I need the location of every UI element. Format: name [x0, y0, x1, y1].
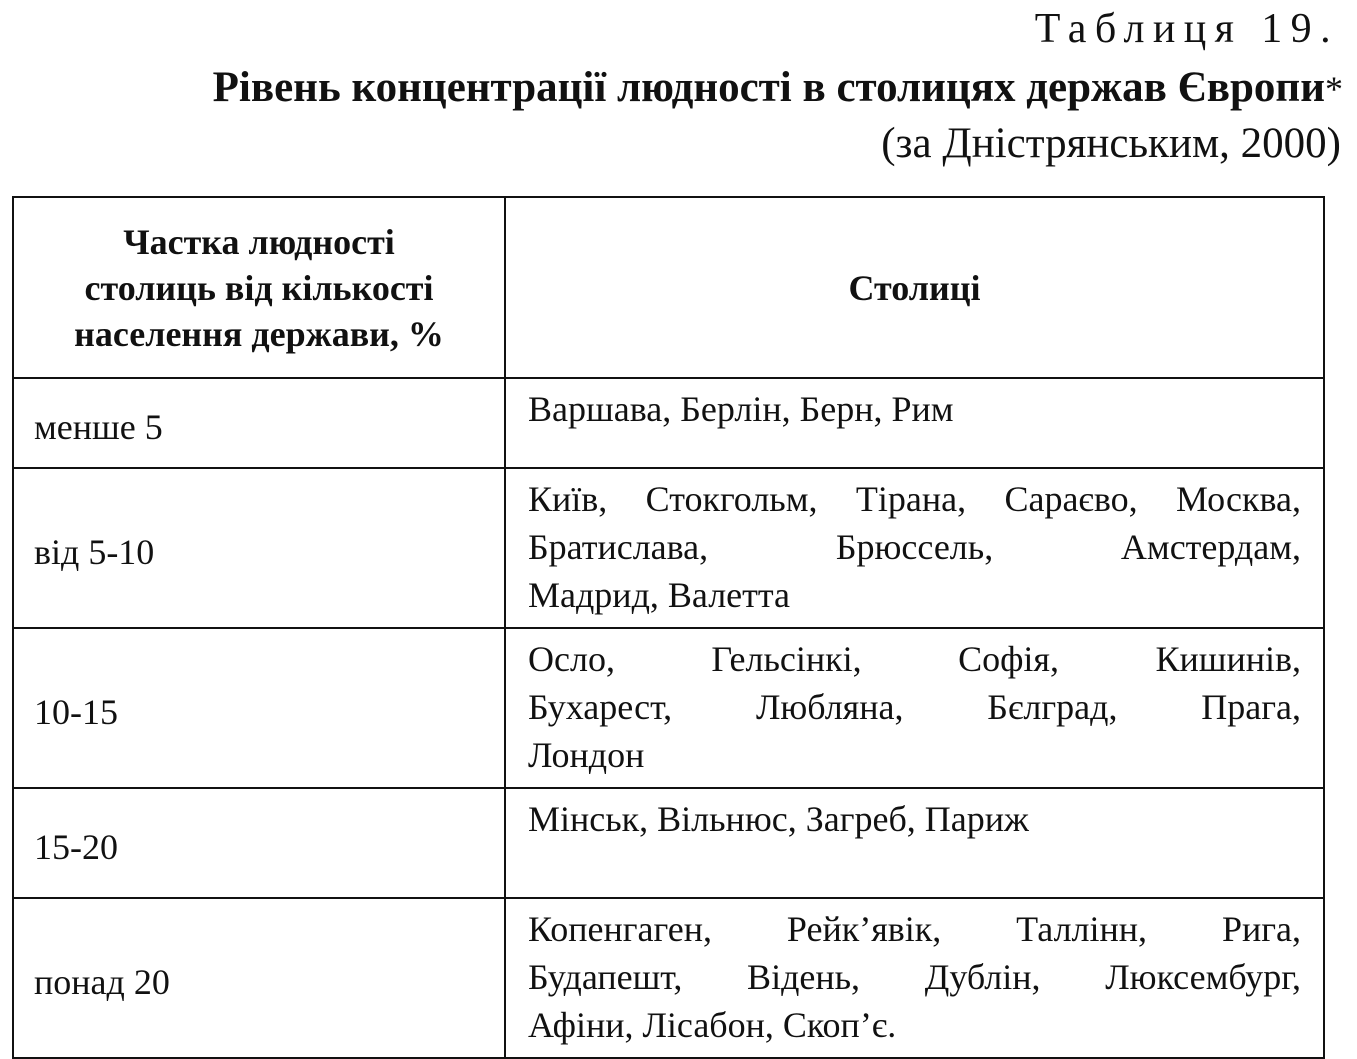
header-share-line: столиць від кількості: [84, 267, 434, 308]
table-title: [213, 66, 1343, 109]
header-share-line: Частка людності: [123, 221, 395, 262]
capitals-line: Мадрид, Валетта: [528, 575, 791, 615]
table-title-text: Рівень концентрації людності в столицях держав Європи: [212, 64, 1325, 111]
capitals-line: Київ, Стокгольм, Тірана, Сараєво, Москва,: [528, 479, 1301, 519]
share-cell: менше 5: [13, 378, 505, 468]
share-cell: 15-20: [13, 788, 505, 898]
table-row: [13, 628, 1324, 788]
share-cell: понад 20: [13, 898, 505, 1058]
header-share: [13, 197, 505, 378]
capitals-line: Осло, Гельсінкі, Софія, Кишинів,: [528, 639, 1301, 679]
table-row: [13, 788, 1324, 898]
capitals-table: [12, 196, 1325, 1059]
table-source: (за Дністрянським, 2000): [881, 120, 1341, 167]
header-capitals: Столиці: [505, 197, 1324, 378]
share-cell: 10-15: [13, 628, 505, 788]
capitals-line: Будапешт, Відень, Дублін, Люксембург,: [528, 957, 1301, 997]
table-number: Таблиця 19.: [1034, 6, 1339, 52]
capitals-cell: [505, 898, 1324, 1058]
footnote-marker: *: [1325, 69, 1343, 109]
table-row: [13, 378, 1324, 468]
header-share-line: населення держави, %: [74, 313, 444, 354]
header-row: [13, 197, 1324, 378]
capitals-line: Мінськ, Вільнюс, Загреб, Париж: [528, 799, 1029, 839]
capitals-line: Копенгаген, Рейк’явік, Таллінн, Рига,: [528, 909, 1301, 949]
share-cell: від 5-10: [13, 468, 505, 628]
capitals-line: Бухарест, Любляна, Бєлград, Прага,: [528, 687, 1301, 727]
capitals-line: Варшава, Берлін, Берн, Рим: [528, 389, 954, 429]
capitals-cell: [505, 788, 1324, 898]
capitals-cell: [505, 468, 1324, 628]
capitals-line: Лондон: [528, 735, 645, 775]
table-row: [13, 468, 1324, 628]
capitals-line: Братислава, Брюссель, Амстердам,: [528, 527, 1301, 567]
table-row: [13, 898, 1324, 1058]
capitals-cell: [505, 628, 1324, 788]
capitals-line: Афіни, Лісабон, Скоп’є.: [528, 1005, 897, 1045]
capitals-cell: [505, 378, 1324, 468]
